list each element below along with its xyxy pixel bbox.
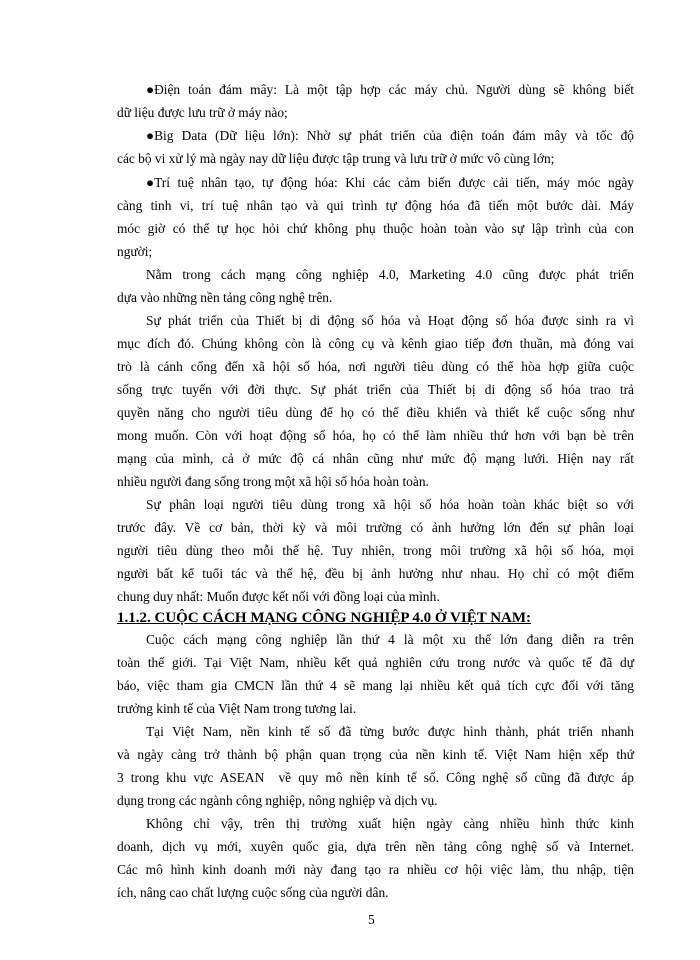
text-line: trưởng kinh tế của Việt Nam trong tương lai. <box>117 701 357 716</box>
text-line: ●Big Data (Dữ liệu lớn): Nhờ sự phát triển của điện toán đám mây và tốc độ <box>146 128 634 143</box>
text-line: nhiều người đang sống trong một xã hội số hóa hoàn toàn. <box>117 474 429 489</box>
text-line: chung duy nhất: Muốn được kết nối với đồng loại của mình. <box>117 589 440 604</box>
text-line: ích, nâng cao chất lượng cuộc sống của người dân. <box>117 885 389 900</box>
text-line: mong muốn. Còn với hoạt động số hóa, họ có thể làm nhiều thứ hơn với bạn bè trên <box>117 428 634 443</box>
text-line: ●Trí tuệ nhân tạo, tự động hóa: Khi các cảm biến được cải tiến, máy móc ngày <box>146 175 634 190</box>
text-line: càng tinh vi, trí tuệ nhân tạo và qui trình tự động hóa đã tiến một bước dài. Máy <box>117 198 634 213</box>
text-line: sống trực tuyến với đời thực. Sự phát triển của Thiết bị di động số hóa trao trả <box>117 382 634 397</box>
text-line: Sự phân loại người tiêu dùng trong xã hội số hóa hoàn toàn khác biệt so với <box>146 497 634 512</box>
text-line: móc giờ có thể tự học hỏi chứ không phụ thuộc hoàn toàn vào sự lập trình của con <box>117 221 634 236</box>
text-line: quyền năng cho người tiêu dùng để họ có thể điều khiển và thiết kế cuộc sống như <box>117 405 634 420</box>
page-number: 5 <box>368 912 375 927</box>
text-line: người; <box>117 244 153 259</box>
text-line: Các mô hình kinh doanh mới này đang tạo ra nhiều cơ hội việc làm, thu nhập, tiện <box>117 862 634 877</box>
text-line: các bộ vi xử lý mà ngày nay dữ liệu được tập trung và lưu trữ ở mức vô cùng lớn; <box>117 151 555 166</box>
text-line: trước đây. Về cơ bản, thời kỳ và môi trường có ảnh hưởng lớn đến sự phân loại <box>117 520 634 535</box>
text-line: toàn thế giới. Tại Việt Nam, nhiều kết quả nghiên cứu trong nước và quốc tế đã dự <box>117 655 634 670</box>
section-heading: 1.1.2. CUỘC CÁCH MẠNG CÔNG NGHIỆP 4.0 Ở VIỆT NAM: <box>117 610 532 626</box>
text-line: trò là cánh cổng đến xã hội số hóa, nơi người tiêu dùng có thể hòa hợp giữa cuộc <box>117 359 634 374</box>
text-line: người tiêu dùng theo mỗi thế hệ. Tuy nhiên, trong môi trường xã hội số hóa, mọi <box>117 543 634 558</box>
text-line: người bất kể tuổi tác và thế hệ, đều bị ảnh hưởng như nhau. Họ chỉ có một điểm <box>117 566 634 581</box>
text-line: 3 trong khu vực ASEAN về quy mô nền kinh tế số. Công nghệ số cũng đã được áp <box>117 770 634 785</box>
text-line: doanh, dịch vụ mới, xuyên quốc gia, dựa trên nền tảng công nghệ số và Internet. <box>117 839 634 854</box>
text-line: Nằm trong cách mạng công nghiệp 4.0, Marketing 4.0 cũng được phát triển <box>146 267 634 282</box>
text-line: báo, việc tham gia CMCN lần thứ 4 sẽ mang lại nhiều kết quả tích cực đối với tăng <box>117 678 634 693</box>
text-line: ●Điện toán đám mây: Là một tập hợp các máy chủ. Người dùng sẽ không biết <box>146 82 634 97</box>
text-line: mạng của mình, cả ở mức độ cá nhân cũng như mức độ mạng lưới. Hiện nay rất <box>117 451 634 466</box>
text-line: Cuộc cách mạng công nghiệp lần thứ 4 là một xu thế lớn đang diễn ra trên <box>146 632 634 647</box>
text-line: và ngày càng trở thành bộ phận quan trọng của nền kinh tế. Việt Nam hiện xếp thứ <box>117 747 634 762</box>
text-line: Tại Việt Nam, nền kinh tế số đã từng bước được hình thành, phát triển nhanh <box>146 724 634 739</box>
text-line: dữ liệu được lưu trữ ở máy nào; <box>117 105 288 120</box>
text-line: Sự phát triển của Thiết bị di động số hóa và Hoạt động số hóa được sinh ra vì <box>146 313 634 328</box>
text-line: dụng trong các ngành công nghiệp, nông nghiệp và dịch vụ. <box>117 793 438 808</box>
text-line: mục đích đó. Chúng không còn là công cụ và kênh giao tiếp đơn thuần, mà đóng vai <box>117 336 634 351</box>
text-line: dựa vào những nền tảng công nghệ trên. <box>117 290 333 305</box>
text-line: Không chỉ vậy, trên thị trường xuất hiện ngày càng nhiều hình thức kinh <box>146 816 634 831</box>
